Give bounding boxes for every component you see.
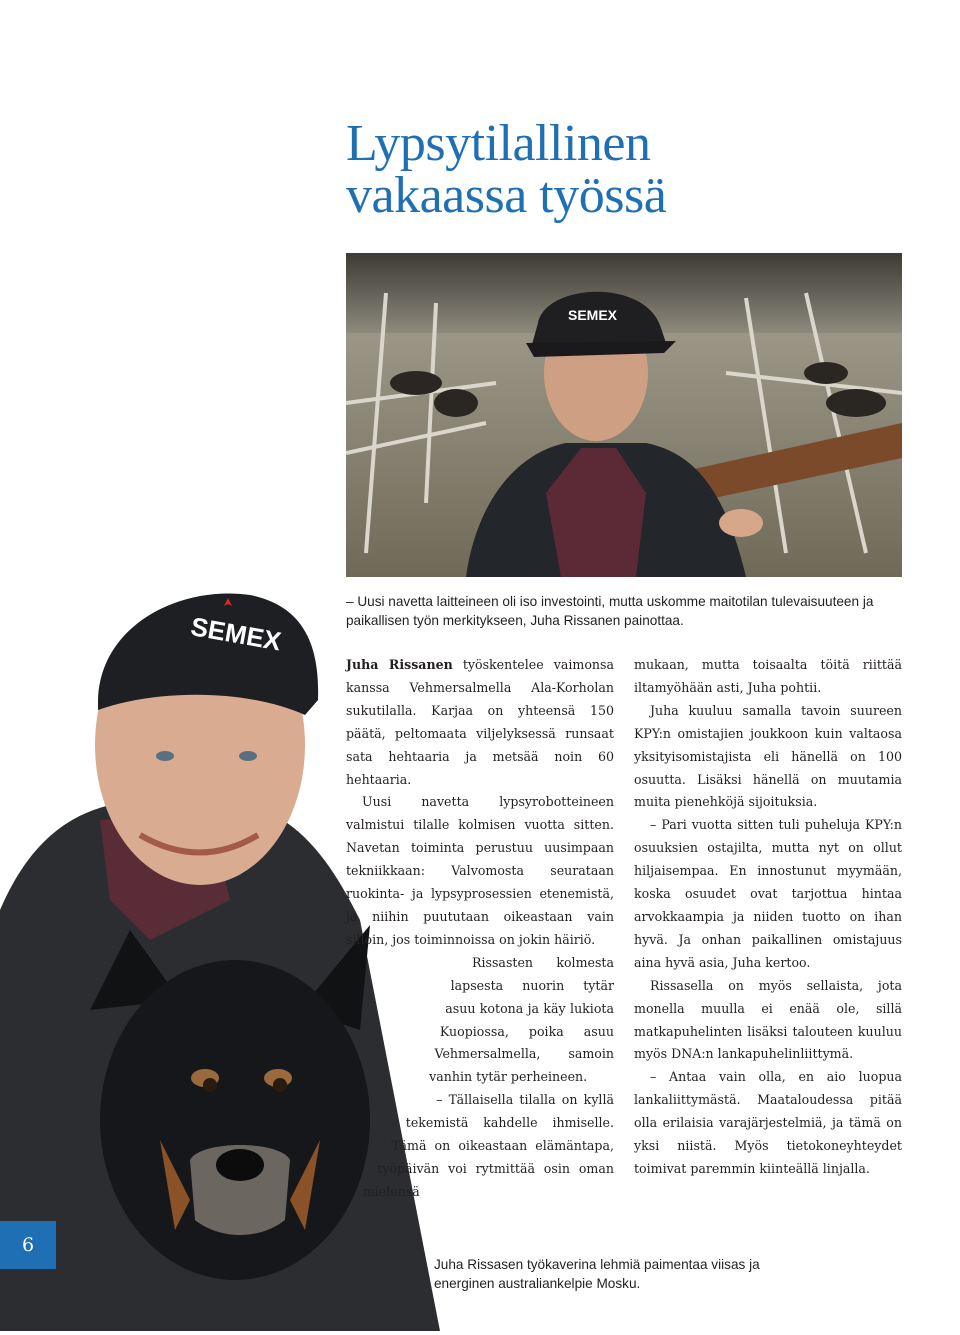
col1-paragraph-3: Rissasten kolmesta lapsesta nuorin tytär asuu kotona ja käy lukiota Kuopiossa, poika asuu Vehmersalmella, samoin vanhin tytär perheineen. <box>429 954 614 1085</box>
body-column-2 <box>634 654 902 1181</box>
cap-logo-front-text: SEMEX <box>188 611 284 657</box>
caption-bottom: Juha Rissasen työkaverina lehmiä paimentaa viisas ja energinen australiankelpie Mosku. <box>434 1257 760 1291</box>
col1-paragraph-4: – Tällaisella tilalla on kyllä tekemistä kahdelle ihmiselle. Tämä on oikeastaan elämäntapa, työpäivän voi rytmittää osin oman mielensä <box>362 1092 614 1199</box>
col2-paragraph-3: – Pari vuotta sitten tuli puheluja KPY:n osuuksien ostajilta, mutta nyt on ollut hiljaisempaa. En innostunut myymään, koska osuudet ovat tarjottua hintaa arvokkaampia ja niiden tuotto on ihan hyvä. Ja onhan paikallinen omistajuus aina hyvä asia, Juha kertoo. <box>634 817 902 970</box>
col1-paragraph-1-text: työskentelee vaimonsa kanssa Vehmersalmella Ala-Korholan sukutilalla. Karjaa on yhteensä 150 päätä, peltomaata viljelyksessä runsaat sata hehtaaria ja metsää noin 60 hehtaaria. <box>346 657 614 787</box>
col1-paragraph-2: Uusi navetta lypsyrobotteineen valmistui tilalle kolmisen vuotta sitten. Navetan toiminta perustuu uusimpaan tekniikkaan: Valvomosta seurataan ruokinta- ja lypsyprosessien etenemistä, ja niihin puututaan oikeastaan vain silloin, jos toiminnoissa on jokin häiriö. <box>346 794 614 947</box>
title-line-2: vakaassa työssä <box>346 167 667 224</box>
col1-paragraph-1 <box>346 654 614 791</box>
page-title <box>346 115 667 224</box>
barn-photo-illustration <box>346 253 902 577</box>
title-line-1: Lypsytilallinen <box>346 115 651 172</box>
cap-logo-top-text: SEMEX <box>568 307 618 323</box>
col2-paragraph-4: Rissasella on myös sellaista, jota monella muulla ei enää ole, sillä matkapuhelinten lisäksi talouteen kuuluu myös DNA:n lankapuhelinliittymä. <box>634 977 902 1062</box>
col2-paragraph-1: mukaan, mutta toisaalta töitä riittää iltamyöhään asti, Juha pohtii. <box>634 657 902 695</box>
lead-name: Juha Rissanen <box>346 657 453 672</box>
col2-paragraph-2: Juha kuuluu samalla tavoin suureen KPY:n omistajien joukkoon kuin valtaosa yksityisomistajista eli hänellä on 100 osuutta. Lisäksi hänellä on muutamia muita pienehköjä sijoituksia. <box>634 702 902 810</box>
barn-photo <box>346 253 902 577</box>
caption-top: – Uusi navetta laitteineen oli iso investointi, mutta uskomme maitotilan tulevaisuuteen ja paikallisen työn merkitykseen, Juha Rissanen painottaa. <box>346 594 874 628</box>
page-number: 6 <box>0 1221 56 1269</box>
col2-paragraph-5: – Antaa vain olla, en aio luopua lankaliittymästä. Maataloudessa pitää olla erilaisia varajärjestelmiä, ja tämä on yksi niistä. Myös tietokoneyhteydet toimivat paremmin kiinteällä linjalla. <box>634 1069 902 1176</box>
body-column-1 <box>346 654 614 1208</box>
